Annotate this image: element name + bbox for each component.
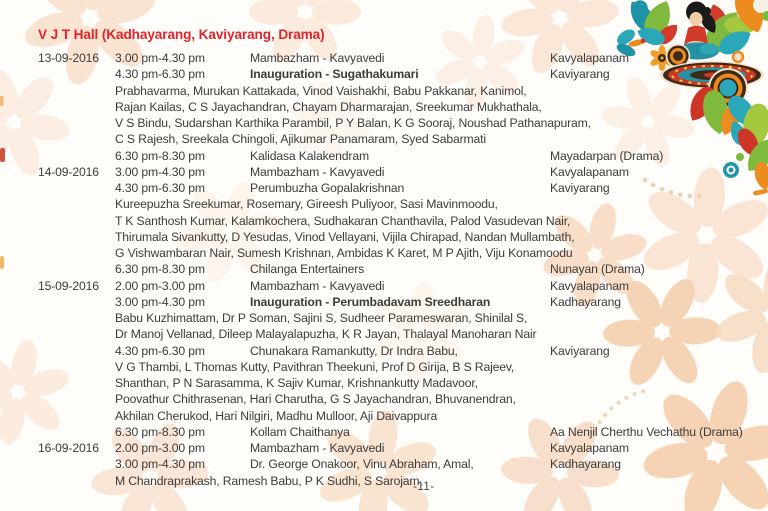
- event-cell: Chilanga Entertainers: [250, 262, 365, 277]
- participants-line: T K Santhosh Kumar, Kalamkochera, Sudhakaran Chanthavila, Palod Vasudevan Nair,: [115, 213, 571, 228]
- event-cell: Dr. George Onakoor, Vinu Abraham, Amal,: [250, 457, 474, 472]
- participants-line: Akhilan Cherukod, Hari Nilgiri, Madhu Mulloor, Aji Daivappura: [115, 408, 438, 423]
- date-cell: [38, 66, 115, 82]
- edge-sliver: [0, 148, 5, 162]
- page-number: -11-: [413, 481, 435, 493]
- venue-category-cell: Kavyalapanam: [550, 441, 629, 455]
- event-cell: Perumbuzha Gopalakrishnan: [250, 181, 405, 195]
- participants-line: Dr Manoj Vellanad, Dileep Malayalapuzha, K R Jayan, Thalayal Manoharan Nair: [115, 327, 537, 342]
- participants-line: C S Rajesh, Sreekala Chingoli, Ajikumar Panamaram, Syed Sabarmati: [115, 132, 486, 147]
- event-cell: Mambazham - Kavyavedi: [250, 51, 385, 65]
- participants-row: [38, 408, 768, 424]
- participants-line: M Chandraprakash, Ramesh Babu, P K Sudhi, S Sarojam,: [115, 473, 423, 488]
- participants-row: [38, 99, 768, 115]
- time-cell: 6.30 pm-8.30 pm: [115, 148, 205, 163]
- time-cell: 3.00 pm-4.30 pm: [115, 294, 205, 309]
- edge-sliver: [0, 256, 4, 269]
- time-cell: 2.00 pm-3.00 pm: [115, 441, 205, 455]
- venue-category-cell: Aa Nenjil Cherthu Vechathu (Drama): [550, 424, 743, 439]
- date-cell: [38, 456, 115, 472]
- event-cell: Kollam Chaithanya: [250, 424, 350, 439]
- schedule-row: [38, 456, 768, 472]
- date-cell: 15-09-2016: [38, 278, 99, 293]
- participants-row: [38, 83, 768, 99]
- event-cell: Mambazham - Kavyavedi: [250, 164, 385, 179]
- participants-line: Poovathur Chithrasenan, Hari Charutha, G S Jayachandran, Bhuvanendran,: [115, 392, 516, 407]
- date-cell: 14-09-2016: [38, 164, 99, 179]
- date-cell: [38, 261, 115, 277]
- edge-sliver: [0, 96, 4, 106]
- hall-title: V J T Hall (Kadhayarang, Kaviyarang, Drama): [38, 27, 325, 42]
- indent-spacer: [38, 83, 115, 99]
- participants-line: V S Bindu, Sudarshan Karthika Parambil, P Y Balan, K G Sooraj, Noushad Pathanapuram,: [115, 116, 591, 130]
- participants-row: [38, 131, 768, 147]
- time-cell: 3.00 pm-4.30 pm: [115, 457, 205, 472]
- event-cell: Inauguration - Perumbadavam Sreedharan: [250, 294, 491, 309]
- participants-row: [38, 326, 768, 342]
- schedule-row: [38, 294, 768, 310]
- event-cell: Inauguration - Sugathakumari: [250, 67, 419, 82]
- time-cell: 3.00 pm-4.30 pm: [115, 51, 205, 65]
- participants-line: Babu Kuzhimattam, Dr P Soman, Sajini S, Sudheer Parameswaran, Shinilal S,: [115, 311, 528, 325]
- event-cell: Mambazham - Kavyavedi: [250, 441, 385, 455]
- schedule-row: [38, 164, 768, 180]
- schedule-content: [38, 27, 768, 489]
- venue-category-cell: Kadhayarang: [550, 294, 621, 309]
- time-cell: 2.00 pm-3.00 pm: [115, 278, 205, 293]
- venue-category-cell: Kaviyarang: [550, 343, 610, 358]
- participants-line: Shanthan, P N Sarasamma, K Sajiv Kumar, Krishnankutty Madavoor,: [115, 376, 478, 390]
- schedule-row: [38, 440, 768, 456]
- date-cell: [38, 294, 115, 310]
- participants-row: [38, 359, 768, 375]
- participants-row: [38, 245, 768, 261]
- participants-line: Rajan Kailas, C S Jayachandran, Chayam Dharmarajan, Sreekumar Mukhathala,: [115, 99, 542, 114]
- event-cell: Kalidasa Kalakendram: [250, 148, 369, 163]
- time-cell: 3.00 pm-4.30 pm: [115, 164, 205, 179]
- schedule-row: [38, 343, 768, 359]
- participants-line: Thirumala Sivankutty, D Yesudas, Vinod Vellayani, Vijila Chirapad, Nandan Mullambath,: [115, 229, 575, 244]
- date-cell: [38, 180, 115, 196]
- indent-spacer: [38, 245, 115, 261]
- participants-row: [38, 391, 768, 407]
- indent-spacer: [38, 473, 115, 489]
- participants-line: V G Thambi, L Thomas Kutty, Pavithran Theekuni, Prof D Girija, B S Rajeev,: [115, 359, 515, 374]
- indent-spacer: [38, 375, 115, 391]
- venue-category-cell: Kavyalapanam: [550, 51, 629, 65]
- date-cell: 13-09-2016: [38, 51, 99, 65]
- schedule-row: [38, 278, 768, 294]
- venue-category-cell: Kadhayarang: [550, 457, 621, 472]
- time-cell: 4.30 pm-6.30 pm: [115, 67, 205, 82]
- date-cell: [38, 148, 115, 164]
- indent-spacer: [38, 310, 115, 326]
- venue-category-cell: Nunayan (Drama): [550, 262, 645, 277]
- time-cell: 4.30 pm-6.30 pm: [115, 181, 205, 195]
- date-cell: [38, 343, 115, 359]
- indent-spacer: [38, 115, 115, 131]
- participants-row: [38, 196, 768, 212]
- venue-category-cell: Kavyalapanam: [550, 164, 629, 179]
- participants-row: [38, 473, 768, 489]
- schedule-row: [38, 66, 768, 82]
- participants-row: [38, 310, 768, 326]
- indent-spacer: [38, 326, 115, 342]
- participants-row: [38, 115, 768, 131]
- time-cell: 6.30 pm-8.30 pm: [115, 424, 205, 439]
- indent-spacer: [38, 408, 115, 424]
- indent-spacer: [38, 213, 115, 229]
- face: [690, 12, 703, 26]
- participants-row: [38, 375, 768, 391]
- indent-spacer: [38, 99, 115, 115]
- venue-category-cell: Kaviyarang: [550, 181, 610, 195]
- time-cell: 6.30 pm-8.30 pm: [115, 262, 205, 277]
- participants-row: [38, 213, 768, 229]
- indent-spacer: [38, 131, 115, 147]
- schedule-row: [38, 148, 768, 164]
- indent-spacer: [38, 196, 115, 212]
- participants-row: [38, 229, 768, 245]
- venue-category-cell: Mayadarpan (Drama): [550, 148, 664, 163]
- schedule-row: [38, 424, 768, 440]
- participants-line: Kureepuzha Sreekumar, Rosemary, Gireesh Puliyoor, Sasi Mavinmoodu,: [115, 197, 498, 212]
- participants-line: Prabhavarma, Murukan Kattakada, Vinod Vaishakhi, Babu Pakkanar, Kanimol,: [115, 83, 527, 98]
- venue-category-cell: Kavyalapanam: [550, 278, 629, 293]
- venue-category-cell: Kaviyarang: [550, 67, 610, 82]
- indent-spacer: [38, 229, 115, 245]
- time-cell: 4.30 pm-6.30 pm: [115, 343, 205, 358]
- indent-spacer: [38, 359, 115, 375]
- indent-spacer: [38, 391, 115, 407]
- event-cell: Chunakara Ramankutty, Dr Indra Babu,: [250, 343, 458, 358]
- schedule-row: [38, 180, 768, 196]
- date-cell: 16-09-2016: [38, 441, 99, 455]
- schedule-row: [38, 50, 768, 66]
- event-cell: Mambazham - Kavyavedi: [250, 278, 385, 293]
- schedule-row: [38, 261, 768, 277]
- participants-line: G Vishwambaran Nair, Sumesh Krishnan, Ambidas K Karet, M P Ajith, Viju Konamoodu: [115, 246, 573, 260]
- date-cell: [38, 424, 115, 440]
